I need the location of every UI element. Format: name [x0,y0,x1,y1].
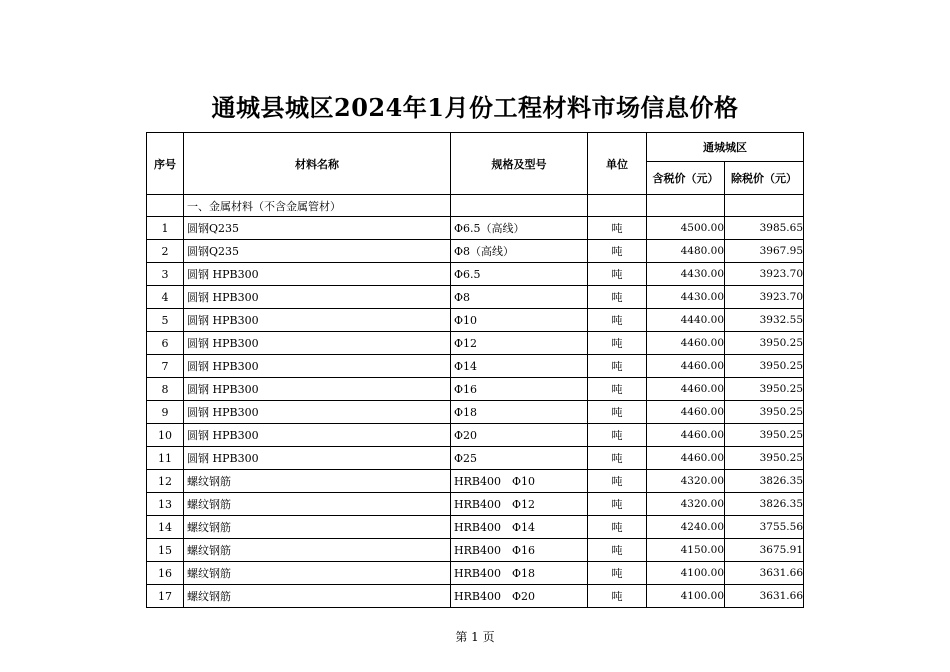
table-body [147,195,804,608]
row-seq: 13 [147,493,184,516]
row-unit: 吨 [588,516,647,539]
row-unit: 吨 [588,309,647,332]
row-spec: Φ10 [451,309,588,332]
row-seq: 9 [147,401,184,424]
row-spec: Φ14 [451,355,588,378]
row-seq: 4 [147,286,184,309]
table-row [147,447,804,470]
row-unit: 吨 [588,286,647,309]
row-spec: Φ6.5 [451,263,588,286]
row-price-notax: 3950.25 [725,424,804,447]
category-tax-cell [647,195,725,217]
row-seq: 7 [147,355,184,378]
category-unit-cell [588,195,647,217]
header-unit: 单位 [588,133,647,195]
row-seq: 2 [147,240,184,263]
row-unit: 吨 [588,539,647,562]
row-unit: 吨 [588,401,647,424]
table-row [147,286,804,309]
row-unit: 吨 [588,562,647,585]
row-price-tax: 4460.00 [647,424,725,447]
row-price-notax: 3631.66 [725,585,804,608]
row-unit: 吨 [588,585,647,608]
table-row [147,332,804,355]
row-seq: 17 [147,585,184,608]
row-price-tax: 4100.00 [647,585,725,608]
row-price-notax: 3967.95 [725,240,804,263]
row-spec: HRB400 Φ12 [451,493,588,516]
row-seq: 11 [147,447,184,470]
row-material-name: 圆钢 HPB300 [184,355,451,378]
row-spec: HRB400 Φ10 [451,470,588,493]
row-spec: HRB400 Φ14 [451,516,588,539]
row-material-name: 圆钢Q235 [184,217,451,240]
row-price-tax: 4460.00 [647,401,725,424]
row-price-notax: 3950.25 [725,355,804,378]
header-spec: 规格及型号 [451,133,588,195]
price-table [146,132,804,608]
row-seq: 10 [147,424,184,447]
row-material-name: 圆钢Q235 [184,240,451,263]
header-seq: 序号 [147,133,184,195]
row-spec: Φ6.5（高线） [451,217,588,240]
category-spec-cell [451,195,588,217]
row-price-tax: 4320.00 [647,493,725,516]
row-seq: 14 [147,516,184,539]
row-seq: 16 [147,562,184,585]
row-material-name: 圆钢 HPB300 [184,401,451,424]
row-price-notax: 3826.35 [725,470,804,493]
row-price-notax: 3950.25 [725,378,804,401]
row-unit: 吨 [588,332,647,355]
row-seq: 1 [147,217,184,240]
category-seq-cell [147,195,184,217]
header-name: 材料名称 [184,133,451,195]
row-unit: 吨 [588,447,647,470]
row-price-tax: 4430.00 [647,286,725,309]
row-price-notax: 3923.70 [725,263,804,286]
row-spec: HRB400 Φ20 [451,585,588,608]
header-region: 通城城区 [647,133,804,162]
header-price-notax: 除税价（元） [725,162,804,195]
row-material-name: 圆钢 HPB300 [184,263,451,286]
row-spec: Φ16 [451,378,588,401]
page-title: 通城县城区2024年1月份工程材料市场信息价格 [211,93,739,122]
row-price-notax: 3985.65 [725,217,804,240]
row-price-tax: 4150.00 [647,539,725,562]
table-row [147,309,804,332]
row-price-tax: 4100.00 [647,562,725,585]
table-row [147,355,804,378]
table-row [147,240,804,263]
row-unit: 吨 [588,217,647,240]
table-row [147,424,804,447]
row-price-tax: 4460.00 [647,332,725,355]
row-unit: 吨 [588,470,647,493]
row-price-notax: 3932.55 [725,309,804,332]
table-row [147,217,804,240]
row-spec: Φ8 [451,286,588,309]
row-price-tax: 4440.00 [647,309,725,332]
row-price-notax: 3950.25 [725,447,804,470]
table-row [147,493,804,516]
row-material-name: 螺纹钢筋 [184,562,451,585]
row-spec: Φ25 [451,447,588,470]
row-unit: 吨 [588,493,647,516]
row-material-name: 圆钢 HPB300 [184,447,451,470]
row-price-tax: 4240.00 [647,516,725,539]
row-price-tax: 4460.00 [647,378,725,401]
row-seq: 5 [147,309,184,332]
header-price-tax: 含税价（元） [647,162,725,195]
row-unit: 吨 [588,240,647,263]
row-material-name: 螺纹钢筋 [184,585,451,608]
table-row [147,470,804,493]
table-row [147,378,804,401]
row-material-name: 螺纹钢筋 [184,493,451,516]
page-number: 第 1 页 [455,630,495,644]
table-row [147,562,804,585]
row-material-name: 圆钢 HPB300 [184,332,451,355]
table-row [147,401,804,424]
row-spec: HRB400 Φ18 [451,562,588,585]
row-spec: Φ20 [451,424,588,447]
row-seq: 3 [147,263,184,286]
row-price-tax: 4320.00 [647,470,725,493]
table-header [147,133,804,195]
table-row [147,263,804,286]
row-price-notax: 3950.25 [725,401,804,424]
row-price-tax: 4480.00 [647,240,725,263]
row-spec: Φ12 [451,332,588,355]
row-price-notax: 3826.35 [725,493,804,516]
row-unit: 吨 [588,378,647,401]
row-unit: 吨 [588,355,647,378]
row-spec: HRB400 Φ16 [451,539,588,562]
row-price-tax: 4460.00 [647,447,725,470]
row-price-notax: 3631.66 [725,562,804,585]
row-price-notax: 3675.91 [725,539,804,562]
row-price-notax: 3755.56 [725,516,804,539]
row-seq: 12 [147,470,184,493]
row-price-notax: 3923.70 [725,286,804,309]
row-material-name: 螺纹钢筋 [184,516,451,539]
row-spec: Φ8（高线） [451,240,588,263]
category-label: 一、金属材料（不含金属管材） [184,195,451,217]
row-spec: Φ18 [451,401,588,424]
row-unit: 吨 [588,424,647,447]
row-unit: 吨 [588,263,647,286]
row-material-name: 圆钢 HPB300 [184,424,451,447]
row-seq: 8 [147,378,184,401]
row-price-tax: 4430.00 [647,263,725,286]
row-material-name: 圆钢 HPB300 [184,378,451,401]
row-material-name: 螺纹钢筋 [184,539,451,562]
row-seq: 6 [147,332,184,355]
row-price-tax: 4460.00 [647,355,725,378]
category-row [147,195,804,217]
table-row [147,539,804,562]
row-material-name: 圆钢 HPB300 [184,309,451,332]
row-material-name: 圆钢 HPB300 [184,286,451,309]
row-price-notax: 3950.25 [725,332,804,355]
table-row [147,585,804,608]
row-price-tax: 4500.00 [647,217,725,240]
row-seq: 15 [147,539,184,562]
row-material-name: 螺纹钢筋 [184,470,451,493]
table-row [147,516,804,539]
category-notax-cell [725,195,804,217]
